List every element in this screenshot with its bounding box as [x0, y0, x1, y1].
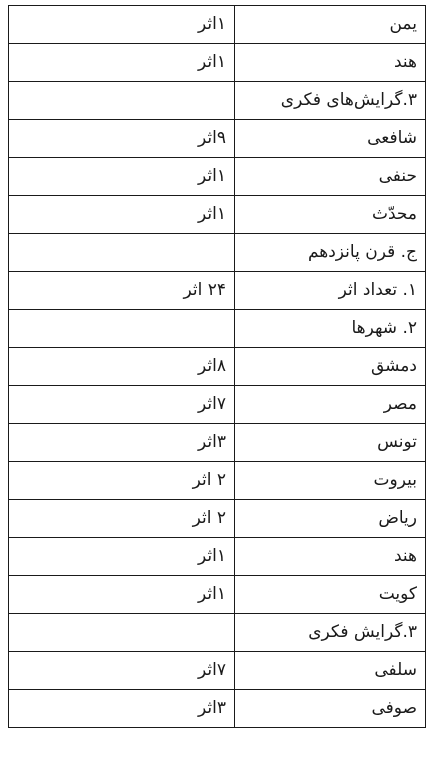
statistics-table: [8, 5, 426, 728]
table-row: [9, 462, 426, 500]
row-label: کویت: [235, 576, 426, 614]
table-row: [9, 82, 426, 120]
table-row: [9, 120, 426, 158]
table-row: [9, 424, 426, 462]
row-value: ۲ اثر: [9, 462, 235, 500]
table-row: [9, 310, 426, 348]
section-heading: ۳.گرایش فکری: [235, 614, 426, 652]
row-label: ۱. تعداد اثر: [235, 272, 426, 310]
table-row: [9, 196, 426, 234]
row-label: بیروت: [235, 462, 426, 500]
row-label: هند: [235, 44, 426, 82]
row-value: ۲۴ اثر: [9, 272, 235, 310]
row-label: حنفی: [235, 158, 426, 196]
table-row: [9, 272, 426, 310]
section-heading: ۲. شهرها: [235, 310, 426, 348]
row-value: ۳اثر: [9, 690, 235, 728]
row-value: ۱اثر: [9, 538, 235, 576]
row-value: ۸اثر: [9, 348, 235, 386]
row-label: تونس: [235, 424, 426, 462]
row-label: دمشق: [235, 348, 426, 386]
table-row: [9, 158, 426, 196]
row-label: شافعی: [235, 120, 426, 158]
section-heading: ۳.گرایش‌های فکری: [235, 82, 426, 120]
row-value: [9, 234, 235, 272]
row-value: [9, 82, 235, 120]
row-label: یمن: [235, 6, 426, 44]
row-value: [9, 310, 235, 348]
row-label: مصر: [235, 386, 426, 424]
row-value: [9, 614, 235, 652]
row-value: ۱اثر: [9, 44, 235, 82]
row-value: ۷اثر: [9, 386, 235, 424]
row-value: ۱اثر: [9, 196, 235, 234]
table-row: [9, 386, 426, 424]
table-row: [9, 576, 426, 614]
table-row: [9, 234, 426, 272]
row-label: هند: [235, 538, 426, 576]
section-heading: ج. قرن پانزدهم: [235, 234, 426, 272]
row-label: ریاض: [235, 500, 426, 538]
row-value: ۹اثر: [9, 120, 235, 158]
table-row: [9, 348, 426, 386]
row-label: محدّث: [235, 196, 426, 234]
table-row: [9, 538, 426, 576]
table-row: [9, 652, 426, 690]
row-value: ۷اثر: [9, 652, 235, 690]
row-value: ۱اثر: [9, 158, 235, 196]
table-row: [9, 6, 426, 44]
row-value: ۱اثر: [9, 576, 235, 614]
row-label: صوفی: [235, 690, 426, 728]
table-row: [9, 44, 426, 82]
row-value: ۲ اثر: [9, 500, 235, 538]
table-row: [9, 614, 426, 652]
row-label: سلفی: [235, 652, 426, 690]
table-row: [9, 500, 426, 538]
table-row: [9, 690, 426, 728]
row-value: ۱اثر: [9, 6, 235, 44]
row-value: ۳اثر: [9, 424, 235, 462]
